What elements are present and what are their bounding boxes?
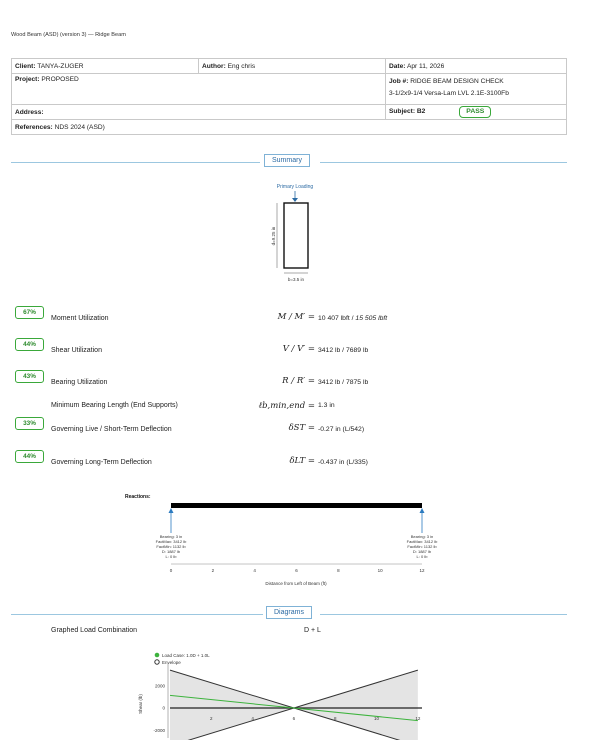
width-dim-label: b=3.5 in	[287, 277, 305, 282]
reactions-title: Reactions:	[125, 494, 151, 500]
shear-y-tick-label: 2000	[154, 683, 165, 689]
legend-label-load-case: Load Case: 1.0D + 1.0L	[162, 653, 210, 658]
shear-diagram-chart	[130, 646, 430, 740]
lt-deflection-badge: 44%	[15, 450, 44, 463]
right-reaction-line: L: 0 lb	[416, 554, 428, 559]
reactions-tick-label: 0	[169, 568, 173, 573]
reactions-tick-label: 10	[377, 568, 383, 573]
summary-divider-right	[320, 162, 567, 163]
client-value: TANYA-ZUGER	[37, 62, 84, 70]
envelope-band	[170, 670, 418, 740]
project-value: PROPOSED	[41, 76, 79, 83]
summary-heading: Summary	[264, 154, 310, 167]
summary-divider-left	[11, 162, 260, 163]
moment-utilization-label: Moment Utilization	[51, 315, 109, 322]
st-deflection-label: Governing Live / Short-Term Deflection	[51, 426, 172, 433]
left-reaction-arrow-head	[169, 508, 174, 513]
left-reaction-line: FactMax: 3412 lb	[155, 539, 187, 544]
shear-utilization-label: Shear Utilization	[51, 347, 102, 354]
author-value: Eng chris	[227, 62, 256, 70]
reactions-diagram	[100, 488, 480, 598]
shear-x-tick-label: 10	[374, 716, 380, 721]
reactions-tick-label: 12	[419, 568, 425, 573]
left-reaction-line: L: 0 lb	[165, 554, 177, 559]
job-cell	[386, 74, 567, 105]
date-label: Date:	[389, 62, 406, 70]
right-reaction-line: FactMin: 1132 lb	[407, 544, 437, 549]
subject-value: B2	[416, 108, 426, 115]
shear-utilization-badge: 44%	[15, 338, 44, 351]
bearing-utilization-value: 3412 lb / 7875 lb	[318, 379, 369, 386]
diagrams-divider-right	[320, 614, 567, 615]
reactions-tick-label: 4	[253, 568, 256, 573]
references-label: References:	[15, 123, 53, 131]
address-cell	[12, 105, 386, 120]
reactions-tick-label: 2	[211, 568, 215, 573]
beam-bar	[171, 503, 422, 508]
st-deflection-badge: 33%	[15, 417, 44, 430]
address-label: Address:	[15, 108, 44, 116]
right-reaction-line: FactMax: 3412 lb	[406, 539, 438, 544]
shear-y-tick-label: -2000	[153, 727, 165, 733]
min-bearing-length-symbol: ℓb,min,end =	[258, 401, 315, 411]
lt-deflection-symbol: δLT =	[289, 456, 315, 466]
reactions-tick-label: 6	[295, 568, 298, 573]
right-reaction-values	[407, 534, 438, 559]
subject-cell	[386, 105, 567, 120]
status-badge: PASS	[459, 106, 491, 118]
date-value: Apr 11, 2026	[406, 62, 445, 70]
left-reaction-line: D: 1887 lb	[161, 549, 181, 554]
shear-x-tick-label: 2	[210, 716, 213, 721]
diagrams-divider-left	[11, 614, 263, 615]
moment-utilization-badge: 67%	[15, 306, 44, 319]
lt-deflection-label: Governing Long-Term Deflection	[51, 459, 152, 466]
moment-utilization-symbol: M / M′ =	[277, 312, 315, 322]
shear-x-tick-label: 4	[251, 716, 254, 721]
author-label: Author:	[202, 62, 226, 70]
right-reaction-line: D: 1887 lb	[412, 549, 432, 554]
shear-axis-label: Shear (lb)	[138, 694, 143, 714]
diagrams-heading: Diagrams	[266, 606, 312, 619]
bearing-utilization-symbol: R / R′ =	[282, 376, 315, 386]
legend-marker-load-case	[155, 653, 160, 658]
shear-x-tick-label: 8	[333, 716, 337, 721]
document-title: Wood Beam (ASD) (version 3) — Ridge Beam	[11, 32, 126, 38]
references-value: NDS 2024 (ASD)	[54, 123, 105, 131]
bearing-utilization-badge: 43%	[15, 370, 44, 383]
shear-utilization-symbol: V / V′ =	[282, 344, 315, 354]
legend-marker-envelope	[155, 660, 159, 664]
reactions-axis-label: Distance from Left of Beam (ft)	[265, 581, 327, 586]
job-label: Job #:	[389, 78, 409, 85]
author-cell	[199, 59, 386, 74]
bearing-utilization-label: Bearing Utilization	[51, 379, 108, 386]
shear-utilization-value: 3412 lb / 7689 lb	[318, 347, 369, 354]
moment-utilization-value	[318, 315, 387, 322]
legend-label-envelope: Envelope	[162, 660, 181, 665]
project-cell	[12, 74, 386, 105]
member-value: 3-1/2x9-1/4 Versa-Lam LVL 2.1E-3100Fb	[389, 90, 509, 97]
project-label: Project:	[15, 76, 40, 83]
shear-plot-area	[153, 664, 422, 740]
cross-section-diagram	[250, 178, 330, 288]
subject-label: Subject:	[389, 108, 416, 115]
load-combination-value: D + L	[304, 627, 321, 634]
st-deflection-symbol: δST =	[288, 423, 315, 433]
job-value: RIDGE BEAM DESIGN CHECK	[410, 78, 504, 85]
min-bearing-length-label: Minimum Bearing Length (End Supports)	[51, 402, 178, 409]
shear-x-tick-label: 6	[292, 716, 296, 721]
beam-section-rect	[284, 203, 308, 268]
reactions-axis-ticks	[170, 568, 425, 573]
primary-loading-label: Primary Loading	[276, 184, 314, 190]
right-reaction-arrow-head	[420, 508, 425, 513]
client-label: Client:	[15, 62, 36, 70]
right-reaction-line: Bearing: 3 in	[410, 534, 434, 539]
lt-deflection-value: -0.437 in (L/335)	[318, 459, 368, 466]
moment-capacity-text: 15 505 lbft	[355, 315, 388, 322]
load-combination-label: Graphed Load Combination	[51, 627, 138, 634]
st-deflection-value: -0.27 in (L/542)	[318, 426, 365, 433]
depth-dim-label: d=9.25 in	[271, 226, 276, 246]
shear-x-tick-label: 12	[415, 716, 421, 721]
project-info-table	[11, 58, 567, 135]
shear-y-tick-label: 0	[162, 705, 165, 711]
left-reaction-line: Bearing: 3 in	[159, 534, 183, 539]
date-cell	[386, 59, 567, 74]
moment-value-text: 10 407 lbft /	[318, 315, 356, 322]
left-reaction-values	[156, 534, 187, 559]
load-arrow-head	[292, 198, 298, 202]
references-cell	[12, 120, 567, 135]
client-cell	[12, 59, 199, 74]
min-bearing-length-value: 1.3 in	[318, 402, 335, 409]
reactions-tick-label: 8	[337, 568, 340, 573]
left-reaction-line: FactMin: 1132 lb	[156, 544, 186, 549]
